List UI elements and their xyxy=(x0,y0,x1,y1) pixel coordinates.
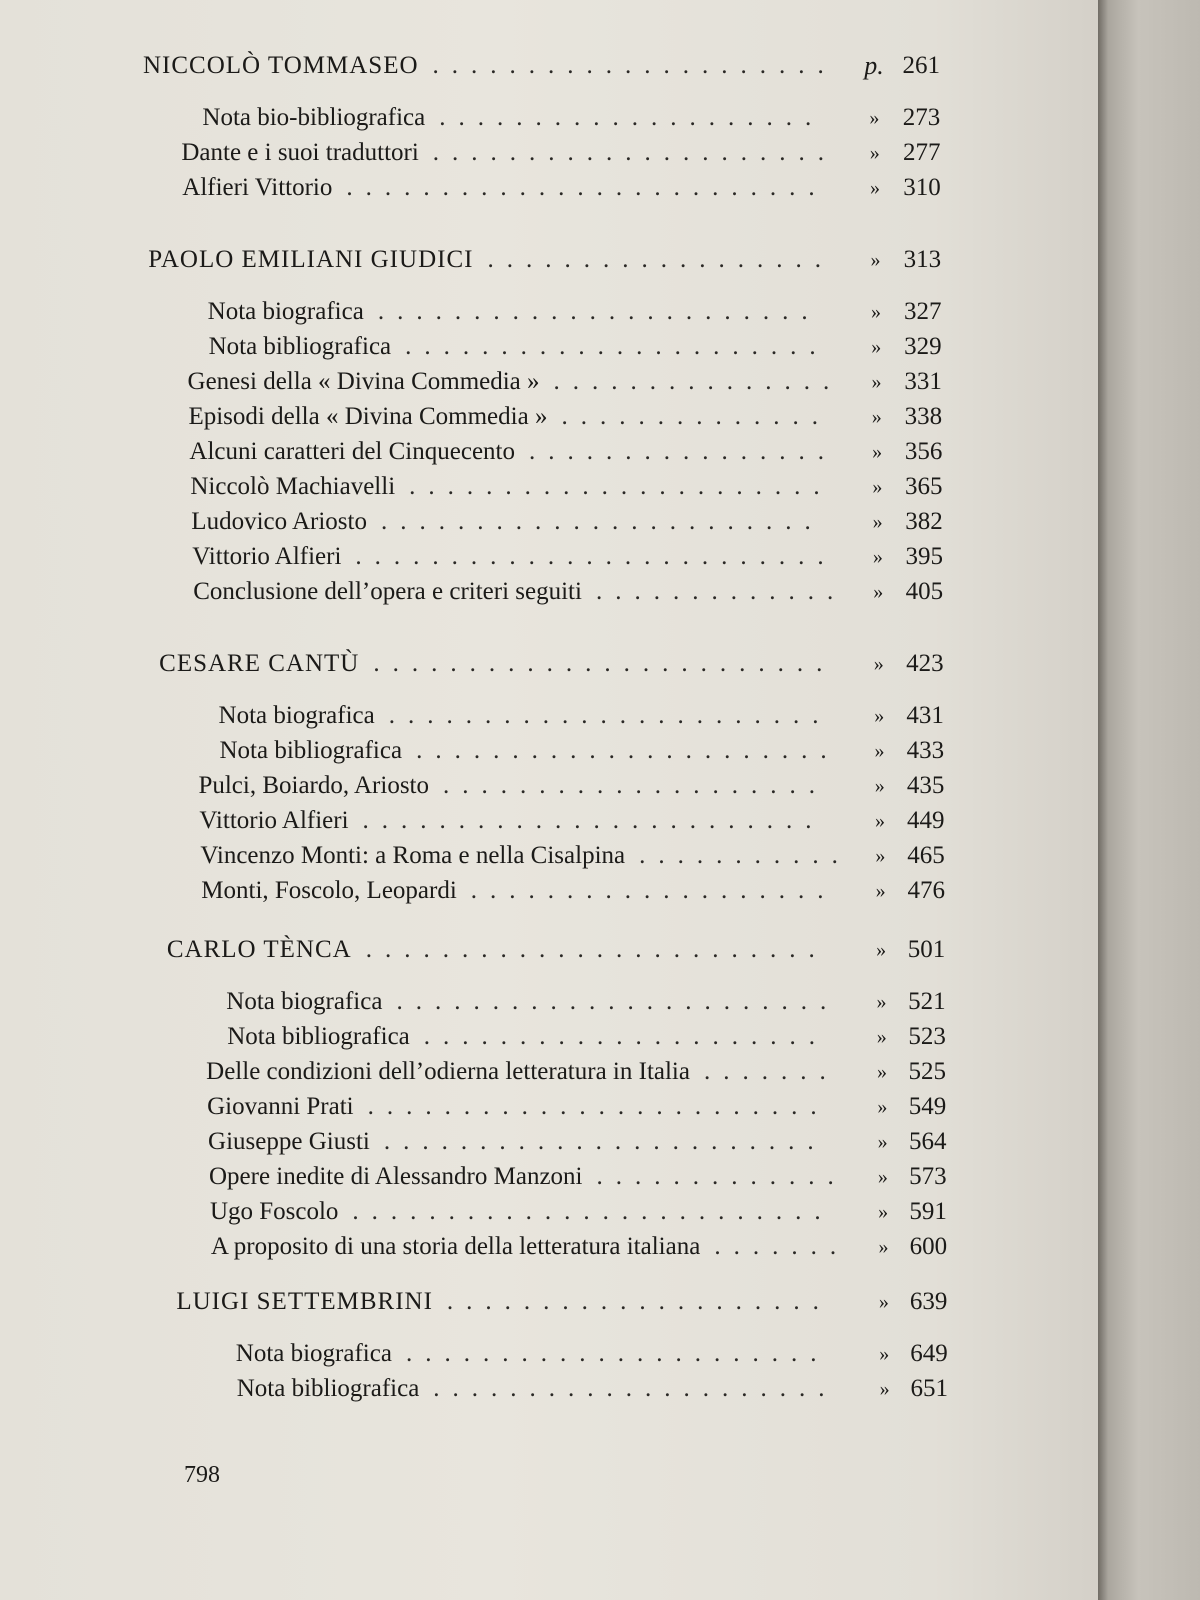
leader-dots: ....... xyxy=(703,1058,839,1085)
page-ref: 338 xyxy=(904,403,943,430)
page-ref: 600 xyxy=(909,1233,948,1260)
toc-entry xyxy=(0,469,1098,505)
page-ref: 331 xyxy=(904,368,942,395)
page-marker: » xyxy=(879,1343,890,1365)
toc-entry xyxy=(0,364,1098,400)
entry-title: Niccolò Machiavelli xyxy=(190,473,396,500)
page-ref: 405 xyxy=(905,578,944,605)
entry-title: Vittorio Alfieri xyxy=(199,807,349,834)
page-ref: 435 xyxy=(906,772,945,799)
toc-entry xyxy=(0,539,1098,575)
leader-dots: ..................... xyxy=(432,52,837,79)
toc-entry xyxy=(0,1019,1098,1055)
entry-title: Monti, Foscolo, Leopardi xyxy=(201,877,457,904)
page-ref: 639 xyxy=(909,1288,948,1315)
entry-title: Nota bibliografica xyxy=(227,1023,410,1050)
page-marker: » xyxy=(877,1131,888,1153)
author-heading xyxy=(0,646,1098,682)
leader-dots: ......................... xyxy=(346,174,828,201)
entry-title: Giovanni Prati xyxy=(207,1093,354,1120)
leader-dots: .............. xyxy=(561,403,831,430)
page-marker: » xyxy=(876,1026,887,1048)
page-marker: » xyxy=(877,1061,888,1083)
page-ref: 591 xyxy=(909,1198,947,1225)
page-ref: 649 xyxy=(910,1340,948,1367)
leader-dots: ..................... xyxy=(433,1375,838,1402)
entry-title: Conclusione dell’opera e criteri seguiti xyxy=(193,578,582,605)
page-marker: » xyxy=(871,336,882,358)
leader-dots: ........................ xyxy=(367,1093,830,1120)
toc-entry xyxy=(0,733,1098,769)
page-marker: » xyxy=(879,1378,890,1400)
entry-title: Genesi della « Divina Commedia » xyxy=(187,368,540,395)
toc-entry xyxy=(0,873,1098,909)
page-ref: 449 xyxy=(907,807,945,834)
page-marker: » xyxy=(871,371,882,393)
author-heading xyxy=(0,48,1098,84)
page-marker: » xyxy=(878,1201,889,1223)
page-ref: 313 xyxy=(903,246,942,273)
leader-dots: ................... xyxy=(470,877,837,904)
leader-dots: ..................... xyxy=(432,139,838,166)
author-name: NICCOLÒ TOMMASEO xyxy=(143,52,419,79)
entry-title: Episodi della « Divina Commedia » xyxy=(188,403,548,430)
page-ref: 501 xyxy=(907,936,946,963)
toc-entry xyxy=(0,1229,1098,1265)
page-ref: 465 xyxy=(907,842,945,869)
page-ref: 433 xyxy=(906,737,945,764)
toc-entry xyxy=(0,838,1098,874)
page-marker: » xyxy=(870,249,881,271)
page-ref: 476 xyxy=(907,877,945,904)
leader-dots: .................. xyxy=(487,246,834,273)
toc-entry xyxy=(0,574,1098,610)
page-marker: » xyxy=(877,1096,888,1118)
page-ref: 523 xyxy=(908,1023,946,1050)
page-marker: » xyxy=(875,845,886,867)
page-ref: 329 xyxy=(904,333,942,360)
leader-dots: .................... xyxy=(439,104,825,131)
page-marker: » xyxy=(874,740,885,762)
entry-title: Nota bio-bibliografica xyxy=(202,104,426,131)
page-marker: » xyxy=(873,581,884,603)
leader-dots: ....................... xyxy=(380,508,824,535)
leader-dots: ......................... xyxy=(352,1198,834,1225)
leader-dots: ........... xyxy=(639,842,851,869)
leader-dots: ........................ xyxy=(373,650,836,677)
leader-dots: ............. xyxy=(596,1163,847,1190)
entry-title: Nota biografica xyxy=(207,298,364,325)
entry-title: Nota biografica xyxy=(218,702,375,729)
entry-title: Ugo Foscolo xyxy=(209,1198,339,1225)
page-marker: » xyxy=(870,301,881,323)
toc-entry xyxy=(0,1124,1098,1160)
toc-entry xyxy=(0,504,1098,540)
page-ref: 549 xyxy=(908,1093,947,1120)
toc-entry xyxy=(0,399,1098,435)
leader-dots: ............... xyxy=(553,368,843,395)
author-name: PAOLO EMILIANI GIUDICI xyxy=(148,246,474,273)
entry-title: Pulci, Boiardo, Ariosto xyxy=(198,772,429,799)
page-ref: 521 xyxy=(908,988,946,1015)
leader-dots: ........................ xyxy=(365,936,828,963)
toc-entry xyxy=(0,803,1098,839)
page-ref: 261 xyxy=(902,52,940,79)
leader-dots: ....................... xyxy=(396,988,840,1015)
page-marker: » xyxy=(878,1236,889,1258)
page-ref: 327 xyxy=(903,298,942,325)
page-ref: 573 xyxy=(909,1163,947,1190)
page-marker: » xyxy=(869,142,880,164)
toc-entry xyxy=(0,1089,1098,1125)
leader-dots: ...................... xyxy=(405,1340,830,1367)
entry-title: Nota bibliografica xyxy=(219,737,403,764)
leader-dots: ........................ xyxy=(362,807,825,834)
author-heading xyxy=(0,932,1098,968)
toc-entry xyxy=(0,294,1098,330)
entry-title: Giuseppe Giusti xyxy=(208,1128,370,1155)
toc-entry xyxy=(0,984,1098,1020)
toc-entry xyxy=(0,1194,1098,1230)
leader-dots: ....................... xyxy=(383,1128,827,1155)
leader-dots: .................... xyxy=(443,772,828,799)
entry-title: Vittorio Alfieri xyxy=(192,543,342,570)
page-marker: » xyxy=(872,546,883,568)
page-ref: 423 xyxy=(906,650,944,677)
page-ref: 431 xyxy=(906,702,944,729)
toc-entry xyxy=(0,1336,1098,1372)
page-ref: 395 xyxy=(905,543,943,570)
leader-dots: ......................... xyxy=(355,543,837,570)
entry-title: Nota biografica xyxy=(235,1340,392,1367)
page-ref: 525 xyxy=(908,1058,947,1085)
page-marker: » xyxy=(872,441,883,463)
leader-dots: ...................... xyxy=(409,473,833,500)
author-heading xyxy=(0,1284,1098,1320)
toc-entry xyxy=(0,434,1098,470)
page-ref: 564 xyxy=(908,1128,947,1155)
page-edge xyxy=(1098,0,1200,1600)
page-ref: 382 xyxy=(905,508,943,535)
page-marker: p. xyxy=(864,51,884,80)
toc-entry xyxy=(0,329,1098,365)
leader-dots: ....................... xyxy=(377,298,821,325)
page-marker: » xyxy=(876,991,887,1013)
entry-title: Ludovico Ariosto xyxy=(191,508,367,535)
leader-dots: ....................... xyxy=(388,702,832,729)
entry-title: Dante e i suoi traduttori xyxy=(181,139,419,166)
page-marker: » xyxy=(878,1291,889,1313)
page-marker: » xyxy=(871,406,882,428)
leader-dots: ...................... xyxy=(416,737,840,764)
page-marker: » xyxy=(873,653,884,675)
entry-title: Delle condizioni dell’odierna letteratura in Italia xyxy=(206,1058,690,1085)
entry-title: Nota bibliografica xyxy=(236,1375,420,1402)
page-ref: 277 xyxy=(903,139,941,166)
toc-entry xyxy=(0,100,1098,136)
toc-entry xyxy=(0,1371,1098,1407)
leader-dots: .................... xyxy=(446,1288,832,1315)
page-ref: 356 xyxy=(904,438,943,465)
page-marker: » xyxy=(869,177,880,199)
entry-title: Vincenzo Monti: a Roma e nella Cisalpina xyxy=(200,842,626,869)
leader-dots: ...................... xyxy=(405,333,829,360)
toc-entry xyxy=(0,768,1098,804)
entry-title: Opere inedite di Alessandro Manzoni xyxy=(208,1163,583,1190)
entry-title: Nota bibliografica xyxy=(208,333,392,360)
page-ref: 365 xyxy=(905,473,943,500)
entry-title: Alcuni caratteri del Cinquecento xyxy=(189,438,515,465)
entry-title: Nota biografica xyxy=(226,988,383,1015)
leader-dots: ............. xyxy=(595,578,847,605)
toc-entry xyxy=(0,698,1098,734)
leader-dots: ..................... xyxy=(423,1023,829,1050)
page-marker: » xyxy=(875,880,886,902)
page-marker: » xyxy=(875,810,886,832)
author-name: CARLO TÈNCA xyxy=(166,936,352,963)
toc-entry xyxy=(0,1054,1098,1090)
author-heading xyxy=(0,242,1098,278)
page-marker: » xyxy=(877,1166,888,1188)
author-name: LUIGI SETTEMBRINI xyxy=(176,1288,433,1315)
page-number: 798 xyxy=(184,1462,220,1488)
toc-entry xyxy=(0,135,1098,171)
toc-entry xyxy=(0,1159,1098,1195)
page-marker: » xyxy=(874,775,885,797)
page-marker: » xyxy=(874,705,885,727)
page-marker: » xyxy=(869,107,880,129)
toc-entry xyxy=(0,170,1098,206)
page-marker: » xyxy=(876,939,887,961)
page-marker: » xyxy=(872,476,883,498)
entry-title: Alfieri Vittorio xyxy=(182,174,333,201)
leader-dots: ................ xyxy=(528,438,837,465)
page-marker: » xyxy=(872,511,883,533)
entry-title: A proposito di una storia della letteratura italiana xyxy=(210,1233,701,1260)
page-ref: 273 xyxy=(902,104,941,131)
page-ref: 651 xyxy=(910,1375,948,1402)
author-name: CESARE CANTÙ xyxy=(159,650,360,677)
leader-dots: ....... xyxy=(714,1233,850,1260)
page-ref: 310 xyxy=(903,174,941,201)
